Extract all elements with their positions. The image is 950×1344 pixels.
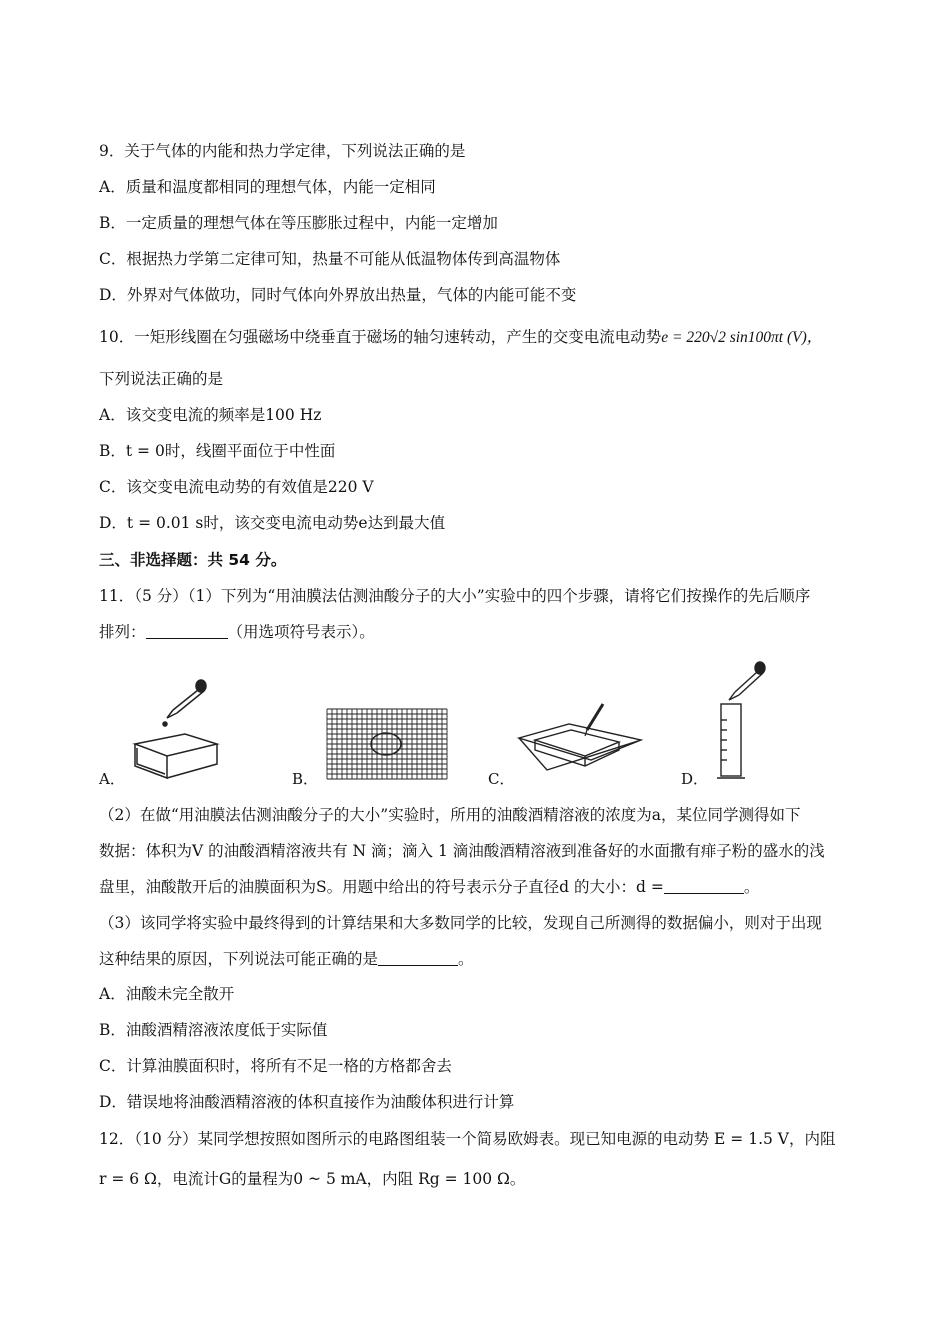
q9-option-b: B．一定质量的理想气体在等压膨胀过程中，内能一定增加	[99, 214, 498, 232]
fig-label-d: D．	[681, 770, 709, 788]
fig-label-b: B．	[292, 770, 319, 788]
q10-stem-text: 10．一矩形线圈在匀强磁场中绕垂直于磁场的轴匀速转动，产生的交变电流电动势	[99, 328, 662, 346]
q11-option-a: A．油酸未完全散开	[99, 985, 235, 1003]
q11-option-d: D．错误地将油酸酒精溶液的体积直接作为油酸体积进行计算	[99, 1093, 515, 1111]
q11-p2-line3	[99, 876, 759, 898]
q11-p2-line2: 数据：体积为V 的油酸酒精溶液共有 N 滴；滴入 1 滴油酸酒精溶液到准备好的水面撒有痱子粉的盛水的浅	[99, 842, 825, 860]
q10-option-a: A．该交变电流的频率是100 Hz	[99, 406, 322, 424]
q11-p3-line1: （3）该同学将实验中最终得到的计算结果和大多数同学的比较，发现自己所测得的数据偏小，则对于出现	[99, 914, 822, 932]
q11-p3-line2	[99, 948, 474, 970]
q10-stem-line1	[99, 326, 822, 349]
q11-p1-prefix: 排列：	[99, 623, 146, 641]
fig-label-a: A．	[99, 770, 125, 788]
q11-p1-suffix: （用选项符号表示）。	[227, 623, 375, 641]
q12-line1: 12．（10 分）某同学想按照如图所示的电路图组装一个简易欧姆表。现已知电源的电动势 E = 1.5 V，内阻	[99, 1130, 836, 1148]
q10-formula: e = 220√2 sin100πt (V)，	[661, 329, 823, 346]
figure-d-cylinder-icon	[705, 660, 775, 782]
answer-blank-1	[146, 622, 228, 639]
q10-option-b: B．t = 0时，线圈平面位于中性面	[99, 442, 336, 460]
q12-line2: r = 6 Ω，电流计G的量程为0 ~ 5 mA，内阻 Rg = 100 Ω。	[99, 1170, 526, 1188]
q11-p3-suffix: 。	[458, 950, 474, 968]
q11-option-c: C．计算油膜面积时，将所有不足一格的方格都舍去	[99, 1057, 452, 1075]
answer-blank-3	[378, 949, 458, 966]
q10-option-c: C．该交变电流电动势的有效值是220 V	[99, 478, 374, 496]
figure-b-grid-icon	[326, 708, 448, 780]
section-heading: 三、非选择题：共 54 分。	[99, 551, 287, 569]
q9-option-d: D．外界对气体做功，同时气体向外界放出热量，气体的内能可能不变	[99, 286, 577, 304]
q11-p2-suffix: 。	[743, 878, 760, 896]
q10-option-d: D．t = 0.01 s时，该交变电流电动势e达到最大值	[99, 514, 446, 532]
q11-p1-line2	[99, 621, 375, 643]
q9-option-a: A．质量和温度都相同的理想气体，内能一定相同	[99, 178, 436, 196]
figure-a-dropper-block-icon	[125, 678, 225, 783]
q11-p2-prefix: 盘里，油酸散开后的油膜面积为S。用题中给出的符号表示分子直径d 的大小：d =	[99, 878, 664, 896]
answer-blank-2	[664, 877, 744, 894]
q11-p2-line1: （2）在做“用油膜法估测油酸分子的大小”实验时，所用的油酸酒精溶液的浓度为a，某位同学测得如下	[99, 806, 801, 824]
q11-p3-prefix: 这种结果的原因，下列说法可能正确的是	[99, 950, 379, 968]
q11-option-b: B．油酸酒精溶液浓度低于实际值	[99, 1021, 328, 1039]
fig-label-c: C．	[488, 770, 515, 788]
q9-stem: 9．关于气体的内能和热力学定律，下列说法正确的是	[99, 142, 466, 160]
q11-p1-line1: 11．（5 分）（1）下列为“用油膜法估测油酸分子的大小”实验中的四个步骤，请将它们按操作的先后顺序	[99, 587, 811, 605]
figure-c-tray-pen-icon	[515, 700, 645, 780]
q10-stem-line2: 下列说法正确的是	[99, 370, 224, 388]
q9-option-c: C．根据热力学第二定律可知，热量不可能从低温物体传到高温物体	[99, 250, 561, 268]
